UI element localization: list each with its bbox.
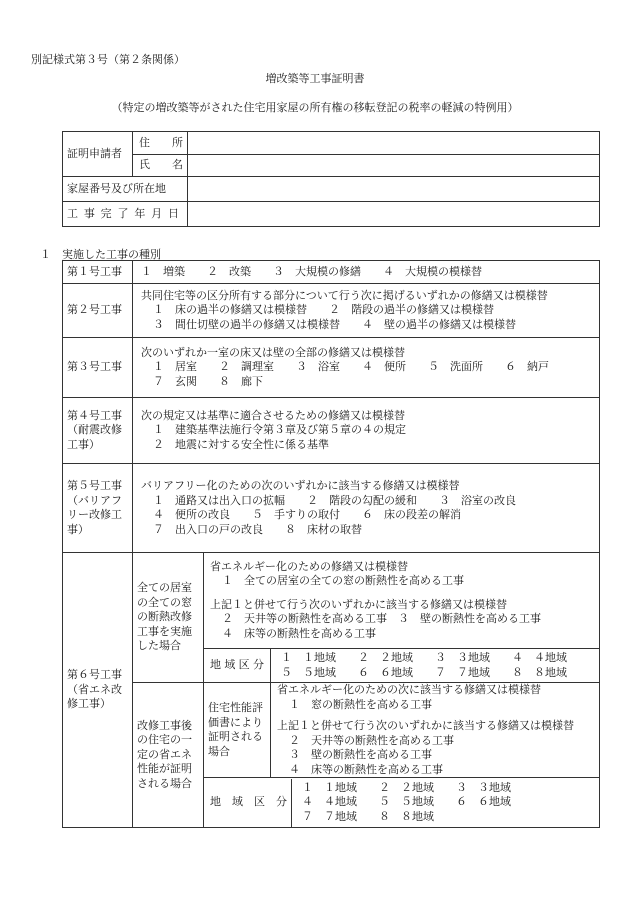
- house-location-field[interactable]: [188, 177, 600, 202]
- case-b-region-label-cell: [204, 778, 600, 828]
- completion-date-field[interactable]: [188, 202, 600, 227]
- work-5-label-line: 事）: [67, 522, 89, 536]
- work-5-description: [133, 464, 600, 553]
- case-b-label-line: される場合: [137, 776, 192, 790]
- work-5-label-line: （バリアフ: [67, 493, 122, 507]
- case-a-region-label: 地域区分: [210, 658, 264, 672]
- case-a-region-label-cell: [204, 649, 271, 683]
- work-5-line: １ 通路又は出入口の拡幅 ２ 階段の勾配の緩和 ３ 浴室の改良: [153, 493, 516, 507]
- work-3-line: １ 居室 ２ 調理室 ３ 浴室 ４ 便所 ５ 洗面所 ６ 納戸: [153, 360, 549, 374]
- work-3-line: ７ 玄関 ８ 廊下: [153, 374, 263, 388]
- work-2-line: ３ 間仕切壁の過半の修繕又は模様替 ４ 壁の過半の修繕又は模様替: [153, 317, 516, 331]
- work-4-line: １ 建築基準法施行令第３章及び第５章の４の規定: [153, 423, 406, 437]
- work-5-line: ７ 出入口の戸の改良 ８ 床材の取替: [153, 522, 362, 536]
- name-field[interactable]: [188, 155, 600, 177]
- case-b-sublabel-line: 場合: [208, 744, 230, 758]
- work-3-label: 第３号工事: [63, 338, 133, 398]
- case-b-region-line: ７ ７地域 ８ ８地域: [302, 809, 434, 823]
- case-a-line: ４ 床等の断熱性を高める工事: [222, 626, 376, 640]
- work-3-description: [133, 338, 600, 398]
- case-a-regions: [271, 649, 600, 683]
- work-4-label-line: 第４号工事: [67, 408, 122, 422]
- case-a-region-line: ５ ５地域 ６ ６地域 ７ ７地域 ８ ８地域: [281, 665, 567, 679]
- case-a-region-line: １ １地域 ２ ２地域 ３ ３地域 ４ ４地域: [281, 651, 567, 664]
- work-6-case-b-label: [133, 683, 204, 828]
- case-b-sublabel-line: 証明される: [208, 730, 263, 743]
- work-4-label-line: 工事）: [67, 437, 100, 451]
- work-6-case-a-description: [204, 553, 600, 649]
- work-6-case-b-sublabel: [204, 683, 271, 778]
- case-a-label-line: した場合: [137, 639, 181, 653]
- case-a-label-line: の断熱改修: [137, 610, 192, 624]
- work-6-label-line: 第６号工事: [67, 668, 122, 682]
- case-b-regions: [292, 779, 512, 827]
- address-field[interactable]: [188, 132, 600, 155]
- case-b-sublabel-line: 価書により: [208, 715, 263, 729]
- case-b-line: ３ 壁の断熱性を高める工事: [289, 748, 432, 761]
- work-5-label: [63, 464, 133, 553]
- applicant-label: 証明申請者: [63, 132, 133, 177]
- section-1-heading: １ 実施した工事の種別: [40, 248, 161, 261]
- work-6-label-line: （省エネ改: [67, 682, 122, 696]
- case-a-line: ２ 天井等の断熱性を高める工事 ３ 壁の断熱性を高める工事: [222, 612, 541, 626]
- case-b-label-line: 改修工事後: [137, 718, 192, 732]
- document-title: 増改築等工事証明書: [265, 72, 365, 85]
- work-5-label-line: 第５号工事: [67, 479, 122, 492]
- case-b-label-line: の住宅の一: [137, 733, 192, 747]
- case-b-region-line: １ １地域 ２ ２地域 ３ ３地域: [302, 780, 511, 794]
- work-3-line: 次のいずれか一室の床又は壁の全部の修繕又は模様替: [141, 345, 405, 359]
- completion-date-label: 工事完了年月日: [67, 206, 179, 220]
- work-5-line: ４ 便所の改良 ５ 手すりの取付 ６ 床の段差の解消: [153, 508, 461, 521]
- document-subtitle: （特定の増改築等がされた住宅用家屋の所有権の移転登記の税率の軽減の特例用）: [111, 101, 519, 114]
- case-b-sublabel-line: 住宅性能評: [208, 701, 263, 714]
- work-6-case-b-description: [271, 683, 600, 778]
- case-b-region-line: ４ ４地域 ５ ５地域 ６ ６地域: [302, 795, 511, 809]
- case-a-label-line: 全ての居室: [137, 581, 192, 595]
- work-4-label: [63, 398, 133, 464]
- case-a-label-line: 工事を実施: [137, 624, 192, 638]
- form-number: 別記様式第３号（第２条関係）: [31, 53, 185, 66]
- work-4-line: ２ 地震に対する安全性に係る基準: [153, 437, 329, 451]
- work-6-label: [63, 553, 133, 828]
- work-2-line: １ 床の過半の修繕又は模様替 ２ 階段の過半の修繕又は模様替: [153, 303, 494, 317]
- name-label: 氏 名: [133, 155, 188, 177]
- case-b-line: ２ 天井等の断熱性を高める工事: [289, 733, 454, 747]
- work-5-label-line: リー改修工: [67, 508, 122, 521]
- work-6-case-a-label: [133, 553, 204, 683]
- work-1-items: １ 増築 ２ 改築 ３ 大規模の修繕 ４ 大規模の模様替: [133, 261, 600, 284]
- work-2-label: 第２号工事: [63, 284, 133, 338]
- house-location-label: 家屋番号及び所在地: [63, 177, 188, 202]
- case-b-label-line: 定の省エネ: [137, 747, 192, 761]
- work-4-label-line: （耐震改修: [67, 423, 122, 437]
- address-label: 住 所: [133, 132, 188, 155]
- work-4-line: 次の規定又は基準に適合させるための修繕又は模様替: [141, 408, 405, 422]
- case-a-line: 上記１と併せて行う次のいずれかに該当する修繕又は模様替: [210, 597, 507, 611]
- work-6-label-line: 修工事）: [67, 697, 111, 711]
- case-b-line: １ 窓の断熱性を高める工事: [289, 697, 432, 711]
- case-b-line: 省エネルギー化のための次に該当する修繕又は模様替: [277, 683, 541, 696]
- case-b-line: 上記１と併せて行う次のいずれかに該当する修繕又は模様替: [277, 719, 574, 732]
- case-a-label-line: の全ての窓: [137, 595, 192, 609]
- case-b-line: ４ 床等の断熱性を高める工事: [289, 762, 443, 776]
- work-2-line: 共同住宅等の区分所有する部分について行う次に掲げるいずれかの修繕又は模様替: [141, 288, 548, 302]
- case-a-line: １ 全ての居室の全ての窓の断熱性を高める工事: [222, 574, 464, 588]
- work-4-description: [133, 398, 600, 464]
- case-b-label-line: 性能が証明: [137, 762, 192, 776]
- work-5-line: バリアフリー化のための次のいずれかに該当する修繕又は模様替: [141, 479, 460, 492]
- applicant-table: [62, 131, 600, 227]
- work-1-label: 第１号工事: [63, 261, 133, 284]
- work-2-description: [133, 284, 600, 338]
- case-b-region-label: 地 域 区 分: [210, 795, 287, 809]
- case-a-line: 省エネルギー化のための修繕又は模様替: [210, 559, 408, 573]
- works-table: [62, 260, 600, 828]
